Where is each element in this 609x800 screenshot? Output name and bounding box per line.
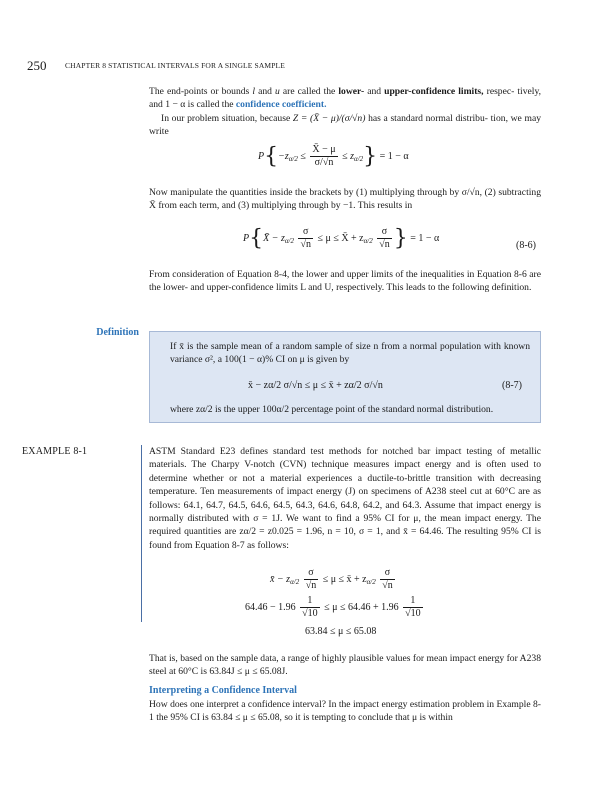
page-number: 250 xyxy=(27,58,47,73)
example-equation-general: x̄ − $z_{\alpha/2}$ $\frac{\sigma}{√n}$ ≤ μ ≤ x̄ + $z_{\alpha/2}$ $\frac{\sigma}{√n}$ xyxy=(270,567,393,591)
equation-number-8-7: (8-7) xyxy=(502,380,522,391)
example-rule xyxy=(141,445,142,622)
definition-label: Definition xyxy=(96,327,139,338)
upper-term: upper-confidence limits, xyxy=(384,86,484,97)
example-equation-result: 63.84 ≤ μ ≤ 65.08 xyxy=(305,626,377,637)
definition-text: If x̄ is the sample mean of a random sample of size n from a normal population with known variance σ², a 100(1 − α)% CI on μ is given by xyxy=(170,341,530,366)
consideration-paragraph: From consideration of Equation 8-4, the lower and upper limits of the inequalities in Equation 8-6 are the lower- and upper-confidence limits L and U, respectively. This leads to the following definition. xyxy=(149,269,541,294)
example-conclusion: That is, based on the sample data, a range of highly plausible values for mean impact energy for A238 steel at 60°C is 63.84J ≤ μ ≤ 65.08J. xyxy=(149,653,541,678)
example-text: ASTM Standard E23 defines standard test methods for notched bar impact testing of metallic materials. The Charpy V-notch (CVN) technique measures impact energy and is often used to determine whether or not a material experiences a ductile-to-brittle transition with decreasing temperature. Ten measurements of impact energy (J) on specimens of A238 steel cut at 60°C are as follows: 64.1, 64.7, 64.5, 64.6, 64.5, 64.3, 64.6, 64.8, 64.2, and 64.3. Assume that impact energy is normally distributed with σ = 1J. We want to find a 95% CI for μ, the mean impact energy. The required quantities are zα/2 = z0.025 = 1.96, n = 10, σ = 1, and x̄ = 64.46. The resulting 95% CI is found from Equation 8-7 as follows: xyxy=(149,446,541,551)
example-label: EXAMPLE 8-1 xyxy=(22,446,88,457)
interpreting-heading: Interpreting a Confidence Interval xyxy=(149,685,297,696)
equation-number-8-6: (8-6) xyxy=(516,240,536,251)
example-equation-numeric: 64.46 − 1.96 $\frac{1}{√10}$ ≤ μ ≤ 64.46 + 1.96 $\frac{1}{√10}$ xyxy=(245,595,421,619)
equation-standard-normal: $P\{-z_{\alpha/2}$ ≤ $\frac{X̄ - \mu}{\sigma/√n}$ ≤ $z_{\alpha/2}\} = 1 - \alpha$ xyxy=(258,144,409,169)
equation-8-7: x̄ − zα/2 σ/√n ≤ μ ≤ x̄ + zα/2 σ/√n xyxy=(248,380,383,391)
interpreting-text: How does one interpret a confidence interval? In the impact energy estimation problem in Example 8-1 the 95% CI is 63.84 ≤ μ ≤ 65.08, so it is tempting to conclude that μ is within xyxy=(149,699,541,724)
manipulation-paragraph: Now manipulate the quantities inside the brackets by (1) multiplying through by σ/√n, (2) subtracting X̄ from each term, and (3) multiplying through by −1. This results in xyxy=(149,187,541,212)
chapter-title: CHAPTER 8 STATISTICAL INTERVALS FOR A SINGLE SAMPLE xyxy=(65,61,286,70)
equation-8-6: P{X̄ − $z_{\alpha/2}$ $\frac{\sigma}{√n}$ ≤ μ ≤ X̄ + $z_{\alpha/2}$ $\frac{\sigma}{√n}$ } = 1 − α xyxy=(243,226,440,251)
lower-term: lower- xyxy=(338,86,365,97)
confidence-coefficient-term: confidence coefficient. xyxy=(235,99,327,111)
intro-paragraph: The end-points or bounds l and u are called the lower- and upper-confidence limits, respec- tively, and 1 − α is called the confidence coefficient. In our problem situation, because Z = (X̄ − μ)/(σ/√n) has a standard normal distribu- tion, we may write xyxy=(149,86,542,138)
definition-where: where zα/2 is the upper 100α/2 percentage point of the standard normal distribution. xyxy=(170,404,494,415)
